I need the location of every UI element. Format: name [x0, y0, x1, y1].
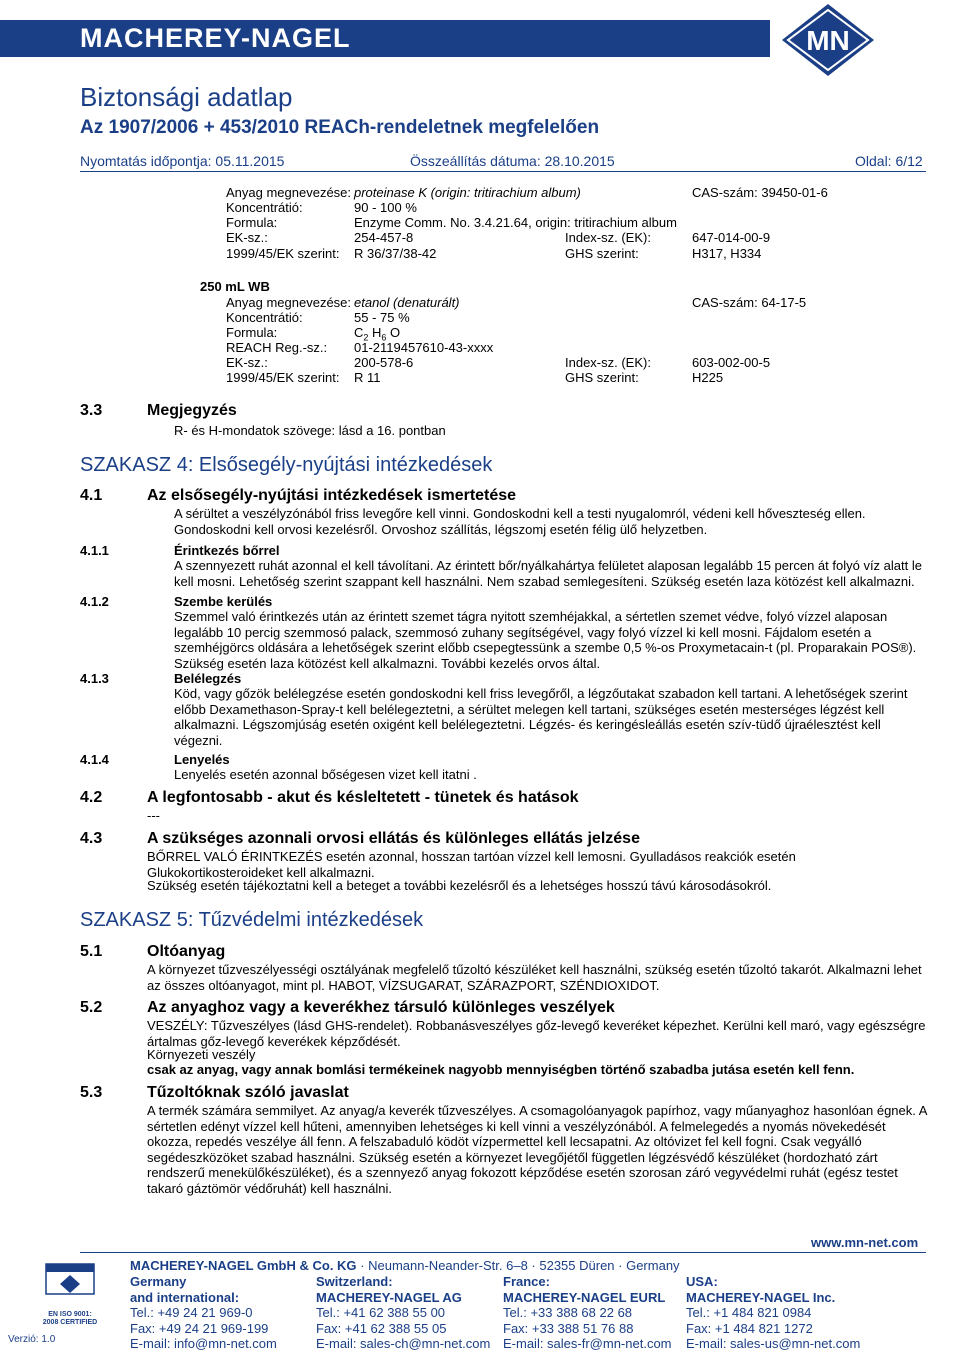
- col2-line-5: E-mail: sales-ch@mn-net.com: [316, 1336, 491, 1351]
- c2-ghs-value: H225: [692, 370, 724, 385]
- s42-number: 4.2: [80, 789, 103, 806]
- c1-ek-value: 254-457-8: [354, 230, 414, 245]
- created-date: Összeállítás dátuma: 28.10.2015: [410, 153, 615, 169]
- c2-name-value: etanol (denaturált): [354, 295, 460, 310]
- c1-name-value: proteinase K (origin: tritirachium album): [354, 185, 581, 200]
- s413-text: Köd, vagy gőzök belélegzése esetén gondoskodni kell friss levegőről, a légzőutakat szabadon kell tartani. A lehetőségek szerint előbb Dexamethason-Spray-t kell belélegeztetni, a sérültet melegen kell tartani, szükséges esetén mesterséges légzést kell alkalmazni. Légszomjúság esetén oxigént kell belélegeztetni. Légzés- és keringésleállás esetén szív-tüdő újraélesztést kell végezni.: [174, 686, 908, 748]
- s41-text: A sérültet a veszélyzónából friss levegőre kell vinni. Gondoskodni kell a testi nyugalomról, védeni kell hőveszteség ellen. Gondoskodni kell orvosi kezelésről. Orvoshoz szállítás, légszomj esetén félig ülő helyzetben.: [174, 506, 866, 537]
- iso-cert-text: EN ISO 9001: 2008 CERTIFIED: [42, 1311, 98, 1326]
- c1-formula-value: Enzyme Comm. No. 3.4.21.64, origin: tritirachium album: [354, 215, 677, 230]
- col1-line-4: Fax: +49 24 21 969-199: [130, 1320, 269, 1336]
- c2-reach-value: 01-2119457610-43-xxxx: [354, 340, 494, 355]
- s42-text: ---: [147, 808, 160, 823]
- col4-line-4: Fax: +1 484 821 1272: [686, 1320, 813, 1336]
- s33-number: 3.3: [80, 402, 103, 419]
- s411-title: Érintkezés bőrrel: [174, 543, 280, 558]
- iso-cert-logo: [40, 1262, 100, 1332]
- s414-number: 4.1.4: [80, 752, 109, 767]
- footer-rule: [80, 1252, 926, 1253]
- col4-line-5: E-mail: sales-us@mn-net.com: [686, 1336, 861, 1351]
- col3-line-2: MACHEREY-NAGEL EURL: [503, 1289, 666, 1305]
- c2-r-label: 1999/45/EK szerint:: [226, 370, 340, 385]
- mn-logo: [778, 2, 878, 78]
- footer-address: · Neumann-Neander-Str. 6–8 · 52355 Düren · Germany: [356, 1258, 680, 1273]
- c1-r-value: R 36/37/38-42: [354, 246, 437, 261]
- c2-index-label: Index-sz. (EK):: [565, 355, 651, 370]
- s412-number: 4.1.2: [80, 594, 109, 609]
- c1-name-label: Anyag megnevezése:: [226, 185, 352, 200]
- print-date: Nyomtatás időpontja: 05.11.2015: [80, 153, 285, 169]
- col2-line-1: Switzerland:: [316, 1274, 393, 1289]
- footer-website: www.mn-net.com: [811, 1235, 919, 1250]
- s52-number: 5.2: [80, 999, 103, 1016]
- s41-title: Az elsősegély-nyújtási intézkedések ismertetése: [147, 487, 517, 504]
- document-title: Biztonsági adatlap: [80, 82, 293, 112]
- c1-formula-label: Formula:: [226, 215, 278, 230]
- s52-text-3: csak az anyag, vagy annak bomlási termékeinek nagyobb mennyiségben történő szabadba jutása esetén kell fenn.: [147, 1062, 855, 1077]
- s411-number: 4.1.1: [80, 543, 109, 558]
- footer-company-line: [130, 1258, 680, 1274]
- c2-reach-label: REACH Reg.-sz.:: [226, 340, 328, 355]
- c1-index-value: 647-014-00-9: [692, 230, 771, 245]
- c1-cas: CAS-szám: 39450-01-6: [692, 185, 828, 200]
- c2-name-label: Anyag megnevezése:: [226, 295, 352, 310]
- col3-line-3: Tel.: +33 388 68 22 68: [503, 1305, 633, 1320]
- c2-formula-label: Formula:: [226, 325, 278, 340]
- s43-title: A szükséges azonnali orvosi ellátás és különleges ellátás jelzése: [147, 830, 640, 847]
- s52-text-2: Környezeti veszély: [147, 1047, 256, 1062]
- c2-index-value: 603-002-00-5: [692, 355, 771, 370]
- c2-ek-label: EK-sz.:: [226, 355, 268, 370]
- s53-title: Tűzoltóknak szóló javaslat: [147, 1084, 349, 1101]
- s412-title: Szembe kerülés: [174, 594, 273, 609]
- c2-conc-label: Koncentrátió:: [226, 310, 303, 325]
- c2-conc-value: 55 - 75 %: [354, 310, 410, 325]
- section-4-title: SZAKASZ 4: Elsősegély-nyújtási intézkedések: [80, 454, 493, 476]
- formula-o: O: [386, 325, 401, 340]
- page-number: Oldal: 6/12: [855, 153, 923, 169]
- section-5-title: SZAKASZ 5: Tűzvédelmi intézkedések: [80, 909, 424, 931]
- version-label: Verzió: 1.0: [8, 1334, 56, 1345]
- s33-text: R- és H-mondatok szövege: lásd a 16. pontban: [174, 423, 446, 438]
- c2-r-value: R 11: [354, 370, 381, 385]
- s51-number: 5.1: [80, 943, 103, 960]
- c2-cas: CAS-szám: 64-17-5: [692, 295, 807, 310]
- footer-col-france: [503, 1274, 672, 1352]
- s53-text: A termék számára semmilyet. Az anyag/a keverék tűzveszélyes. A csomagolóanyagok papírhoz, vagy műanyaghoz hasonlóan égnek. A sértetlen edényt vízzel kell hűteni, amennyiben lehetséges ki kell vinni a veszélyzónából. A felmelegedés a nyomás növekedését okozza, repedés veszélye áll fenn. A felszabaduló ködöt vízpermettel kell lecsapatni. Az oltóvizet fel kell fogni. Csak vegyálló segédeszközöket szabad használni. Szükség esetén a környezet levegőjétől független légzésvédő készüléket (hordozható zárt rendszerű menekülőkészüléket), és a szennyező anyag fokozott képződése esetén szorosan záró vegyvédelmi ruhát (egész testet takaró gáztömör védőruhát) kell használni.: [147, 1103, 927, 1196]
- col4-line-3: Tel.: +1 484 821 0984: [686, 1305, 812, 1320]
- footer-company: MACHEREY-NAGEL GmbH & Co. KG: [130, 1258, 357, 1273]
- col1-line-3: Tel.: +49 24 21 969-0: [130, 1305, 253, 1320]
- col3-line-5: E-mail: sales-fr@mn-net.com: [503, 1336, 672, 1351]
- footer-col-switzerland: [316, 1274, 490, 1352]
- s52-title: Az anyaghoz vagy a keverékhez társuló különleges veszélyek: [147, 999, 615, 1016]
- s41-number: 4.1: [80, 487, 103, 504]
- s414-text: Lenyelés esetén azonnal bőségesen vizet kell itatni .: [174, 767, 477, 782]
- c1-ghs-label: GHS szerint:: [565, 246, 639, 261]
- s414-title: Lenyelés: [174, 752, 230, 767]
- s413-title: Belélegzés: [174, 671, 242, 686]
- c2-ghs-label: GHS szerint:: [565, 370, 639, 385]
- s413-number: 4.1.3: [80, 671, 109, 686]
- formula-h: H: [368, 325, 382, 340]
- col4-line-2: MACHEREY-NAGEL Inc.: [686, 1289, 836, 1305]
- s43-number: 4.3: [80, 830, 103, 847]
- document-subtitle: Az 1907/2006 + 453/2010 REACh-rendeletnek megfelelően: [80, 117, 600, 138]
- brand-name: MACHEREY-NAGEL: [80, 23, 351, 53]
- header-rule: [80, 171, 926, 172]
- s43-text-1: BŐRREL VALÓ ÉRINTKEZÉS esetén azonnal, hosszan tartóan vízzel kell lemosni. Gyulladásos reakciók esetén Glukokortikosteroideket kell alkalmazni.: [147, 849, 796, 880]
- c2-ek-value: 200-578-6: [354, 355, 414, 370]
- footer-col-germany: [130, 1274, 277, 1352]
- c1-r-label: 1999/45/EK szerint:: [226, 246, 340, 261]
- col4-line-1: USA:: [686, 1274, 718, 1289]
- formula-c: C: [354, 325, 364, 340]
- col1-line-1: Germany: [130, 1274, 187, 1289]
- formula-c-count: 2: [363, 332, 369, 343]
- s53-number: 5.3: [80, 1084, 103, 1101]
- c1-index-label: Index-sz. (EK):: [565, 230, 651, 245]
- c1-ek-label: EK-sz.:: [226, 230, 268, 245]
- s33-title: Megjegyzés: [147, 402, 237, 419]
- s412-text: Szemmel való érintkezés után az érintett szemet tágra nyitott szemhéjakkal, a sértetlen szemet védve, folyó vízzel alaposan legalább 10 percig szemmosó palack, szemmosó zuhany segítségével, vagy folyó vízzel ki kell mosni. Fájdalom esetén a szemhéjgörcs oldására a lehetőségek szerint előbb csepegtessünk a szembe 0,5 %-os Proxymetacain-t (pl. Proparakain POS®). Szükség esetén laza kötözést kell alkalmazni. További kezelés orvos által.: [174, 609, 917, 671]
- col1-line-2: and international:: [130, 1289, 240, 1305]
- col1-line-5: E-mail: info@mn-net.com: [130, 1336, 277, 1351]
- col3-line-1: France:: [503, 1274, 550, 1289]
- s42-title: A legfontosabb - akut és késleltetett - tünetek és hatások: [147, 789, 579, 806]
- s43-text-2: Szükség esetén tájékoztatni kell a beteget a további kezelésről és a lehetséges hosszú távú károsodásokról.: [147, 878, 772, 893]
- footer-col-usa: [686, 1274, 860, 1352]
- logo-text: MN: [806, 25, 850, 56]
- s51-text: A környezet tűzveszélyességi osztályának megfelelő tűzoltó készüléket kell használni, szükség esetén tűzoltó takarót. Alkalmazni lehet az összes oltóanyagot, mint pl. HABOT, VÍZSUGARAT, SZÁRAZPORT, SZÉNDIOXIDOT.: [147, 962, 922, 993]
- col2-line-2: MACHEREY-NAGEL AG: [316, 1289, 462, 1305]
- s51-title: Oltóanyag: [147, 943, 226, 960]
- c1-conc-value: 90 - 100 %: [354, 200, 417, 215]
- col2-line-3: Tel.: +41 62 388 55 00: [316, 1305, 446, 1320]
- c2-heading: 250 mL WB: [200, 279, 270, 294]
- s411-text: A szennyezett ruhát azonnal el kell távolítani. Az érintett bőr/nyálkahártya felületet alaposan legalább 15 percen át folyó víz alatt le kell mosni. Lehetőség szerint szappant kell használni. Nem szabad semlegesíteni. Szükség esetén laza kötözést kell alkalmazni.: [174, 558, 922, 589]
- s52-text-1: VESZÉLY: Tűzveszélyes (lásd GHS-rendelet). Robbanásveszélyes gőz-levegő keveréket képezhet. Kerülni kell maró, vagy egészségre ártalmas gőz-levegő keverékek képződését.: [147, 1018, 926, 1049]
- c1-ghs-value: H317, H334: [692, 246, 762, 261]
- col3-line-4: Fax: +33 388 51 76 88: [503, 1320, 634, 1336]
- col2-line-4: Fax: +41 62 388 55 05: [316, 1320, 447, 1336]
- formula-h-count: 6: [381, 332, 387, 343]
- c1-conc-label: Koncentrátió:: [226, 200, 303, 215]
